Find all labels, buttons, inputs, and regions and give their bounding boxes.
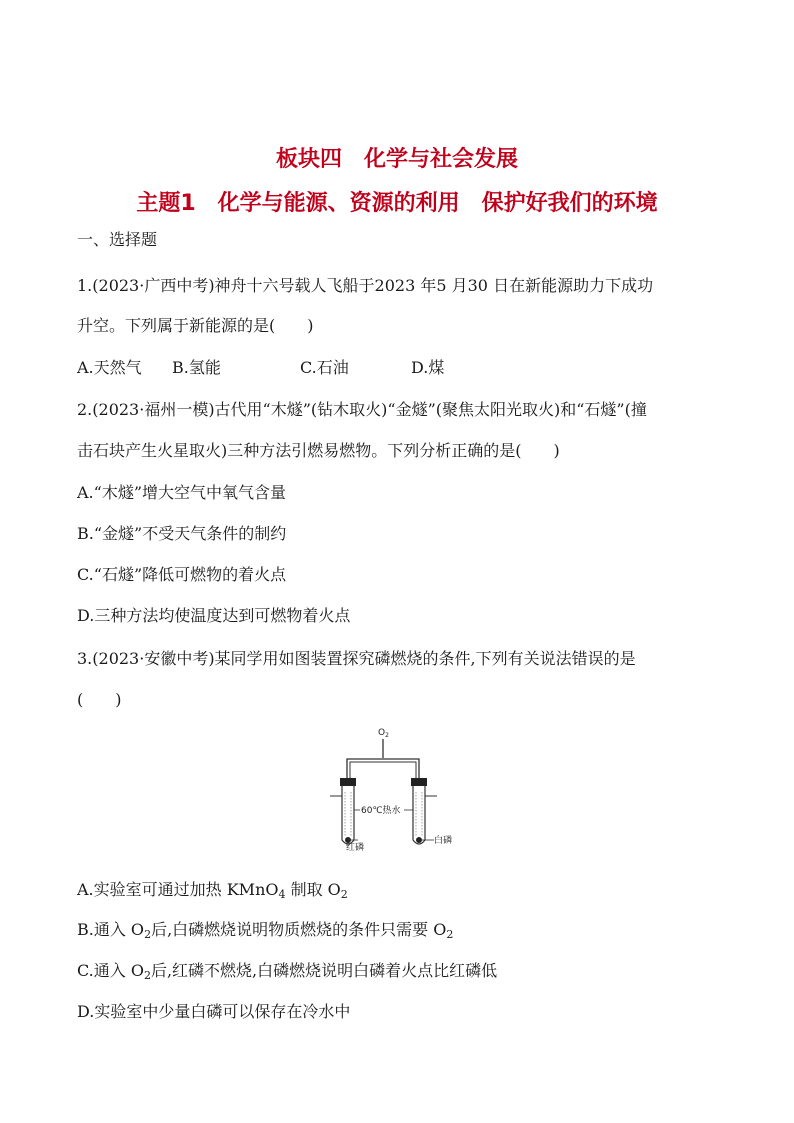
- topic-title: 主题1 化学与能源、资源的利用 保护好我们的环境: [136, 191, 658, 216]
- section-heading: 一、选择题: [77, 230, 158, 249]
- question-1-option-b: B.氢能: [172, 358, 221, 377]
- white-phosphorus-label: 白磷: [434, 836, 453, 846]
- question-2-option-c: C.“石燧”降低可燃物的着火点: [77, 565, 287, 584]
- question-2-option-d: D.三种方法均使温度达到可燃物着火点: [77, 606, 351, 625]
- question-2-stem-line1: 2.(2023·福州一模)古代用“木燧”(钻木取火)“金燧”(聚焦太阳光取火)和“石燧”(撞: [77, 400, 647, 419]
- right-stopper: [411, 778, 427, 786]
- question-3-stem-line2: ( ): [77, 690, 122, 709]
- question-2-stem-line2: 击石块产生火星取火)三种方法引燃易燃物。下列分析正确的是( ): [77, 441, 560, 460]
- question-3-option-d: D.实验室中少量白磷可以保存在冷水中: [77, 1002, 351, 1021]
- hot-water-label: 60℃热水: [361, 806, 401, 816]
- question-1-stem-line1: 1.(2023·广西中考)神舟十六号载人飞船于2023 年5 月30 日在新能源助力下成功: [77, 276, 654, 295]
- question-3-option-a: A.实验室可通过加热 KMnO$_4$ 制取 $O_2$: [77, 880, 348, 901]
- question-1-option-a: A.天然气: [77, 358, 142, 377]
- right-test-tube: [411, 778, 437, 844]
- question-1-option-c: C.石油: [300, 358, 349, 377]
- oxygen-label: $O_2$: [378, 728, 389, 739]
- phosphorus-combustion-apparatus: [320, 722, 470, 854]
- question-1-stem-line2: 升空。下列属于新能源的是( ): [77, 316, 314, 335]
- left-test-tube: [330, 778, 356, 844]
- red-phosphorus-label: 红磷: [346, 843, 365, 853]
- question-3-stem-line1: 3.(2023·安徽中考)某同学用如图装置探究磷燃烧的条件,下列有关说法错误的是: [77, 649, 636, 668]
- left-stopper: [340, 778, 356, 786]
- question-3-option-c: C.通入 $O_2$后,红磷不燃烧,白磷燃烧说明白磷着火点比红磷低: [77, 961, 498, 982]
- white-phosphorus: [416, 837, 422, 843]
- question-2-option-b: B.“金燧”不受天气条件的制约: [77, 524, 287, 543]
- question-1-option-d: D.煤: [411, 358, 445, 377]
- question-2-option-a: A.“木燧”增大空气中氧气含量: [77, 483, 287, 502]
- section-title: 板块四 化学与社会发展: [275, 147, 518, 172]
- question-3-option-b: B.通入 $O_2$后,白磷燃烧说明物质燃烧的条件只需要 $O_2$: [77, 920, 454, 941]
